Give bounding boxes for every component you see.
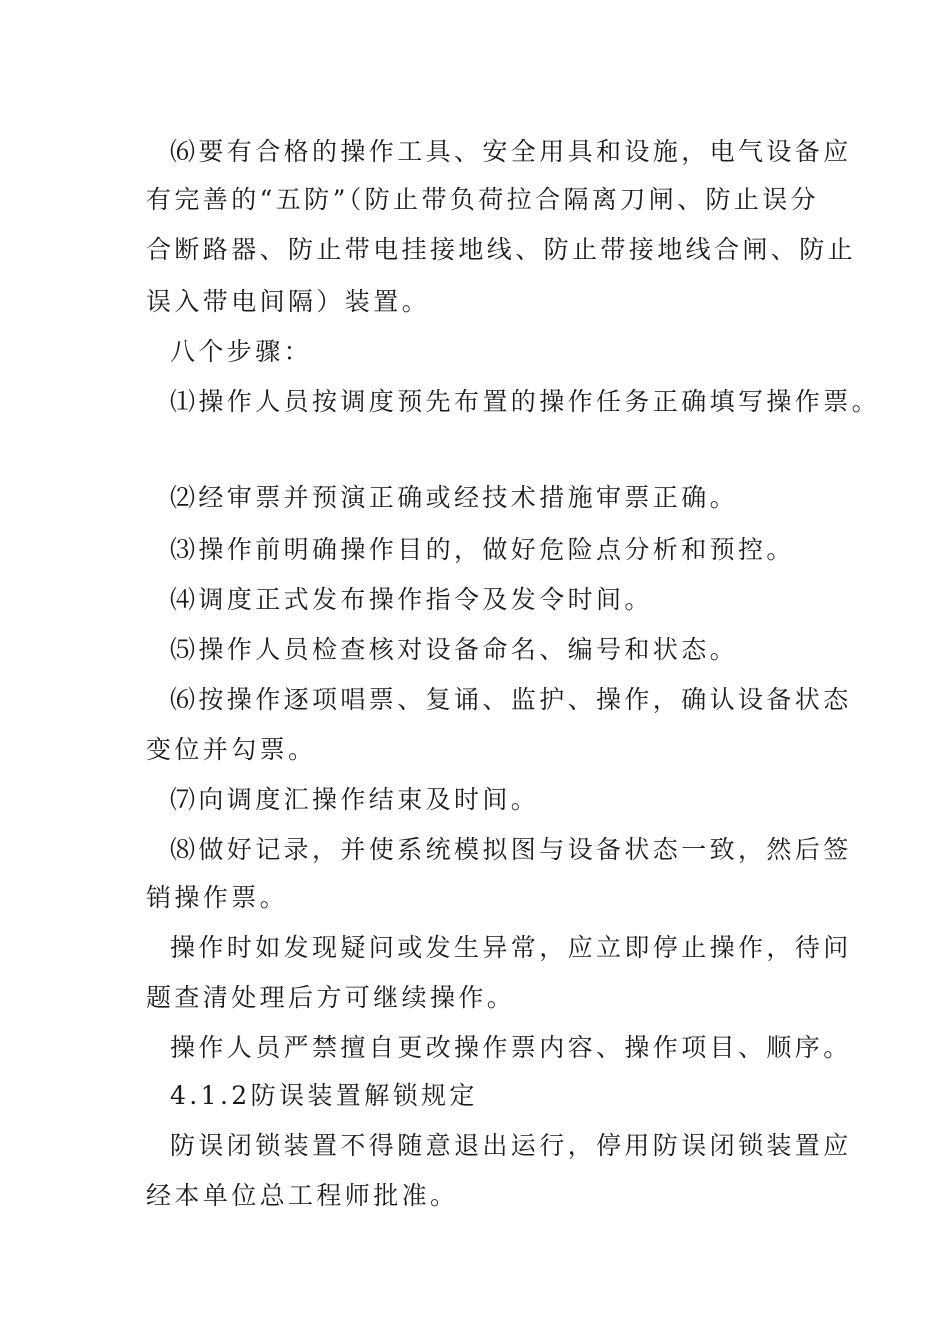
paragraph-line: ⑹要有合格的操作工具、安全用具和设施，电气设备应	[170, 137, 852, 166]
paragraph-line: 防误闭锁装置不得随意退出运行，停用防误闭锁装置应	[170, 1131, 852, 1160]
paragraph-line: 合断路器、防止带电挂接地线、防止带接地线合闸、防止	[146, 235, 857, 264]
paragraph-line: 误入带电间隔）装置。	[146, 287, 431, 316]
list-item-continuation: 变位并勾票。	[146, 735, 317, 764]
paragraph-line: 有完善的“五防”（防止带负荷拉合隔离刀闸、防止误分	[146, 185, 820, 214]
list-item: ⑶操作前明确操作目的，做好危险点分析和预控。	[170, 535, 795, 564]
list-item: ⑴操作人员按调度预先布置的操作任务正确填写操作票。	[170, 387, 881, 416]
list-item: ⑷调度正式发布操作指令及发令时间。	[170, 585, 653, 614]
paragraph-line: 操作时如发现疑问或发生异常，应立即停止操作，待问	[170, 933, 852, 962]
section-heading: 八个步骤：	[170, 337, 313, 366]
list-item: ⑺向调度汇操作结束及时间。	[170, 785, 540, 814]
list-item: ⑹按操作逐项唱票、复诵、监护、操作，确认设备状态	[170, 685, 852, 714]
list-item: ⑻做好记录，并使系统模拟图与设备状态一致，然后签	[170, 835, 852, 864]
paragraph-line: 经本单位总工程师批准。	[146, 1181, 459, 1210]
paragraph-line: 题查清处理后方可继续操作。	[146, 983, 516, 1012]
list-item: ⑸操作人员检查核对设备命名、编号和状态。	[170, 635, 739, 664]
list-item: ⑵经审票并预演正确或经技术措施审票正确。	[170, 483, 739, 512]
paragraph-line: 操作人员严禁擅自更改操作票内容、操作项目、顺序。	[170, 1033, 852, 1062]
list-item-continuation: 销操作票。	[146, 883, 289, 912]
subsection-heading: 4.1.2防误装置解锁规定	[170, 1081, 478, 1110]
